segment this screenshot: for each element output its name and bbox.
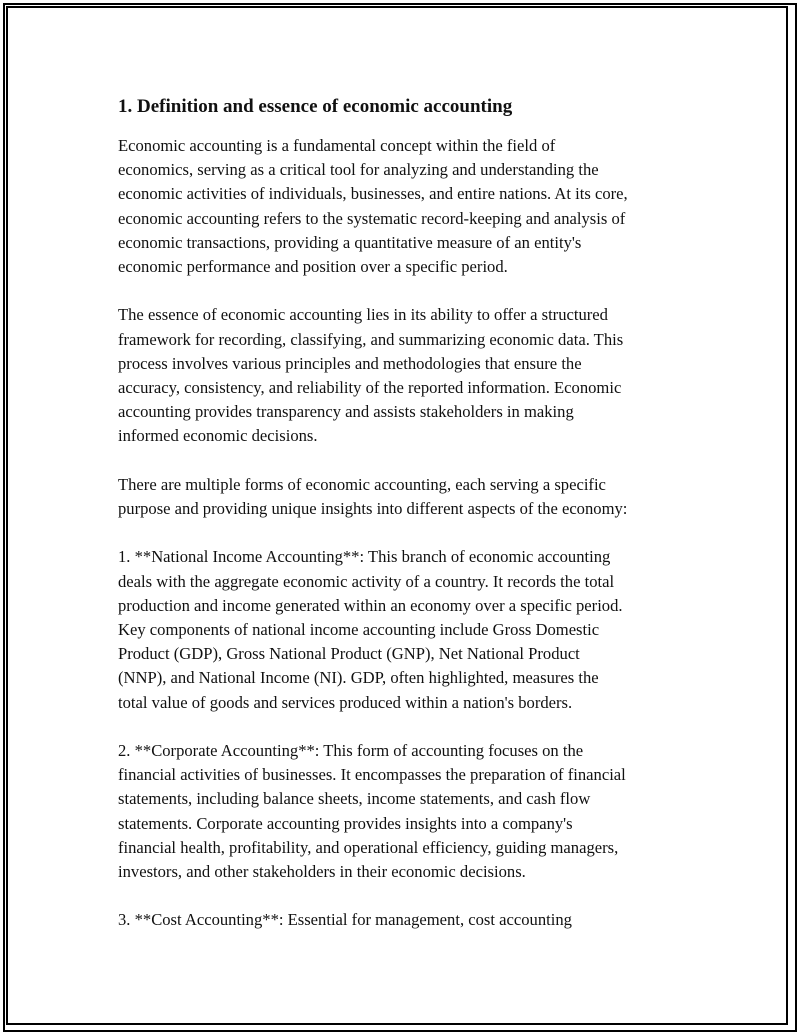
text-line: (NNP), and National Income (NI). GDP, often highlighted, measures the: [118, 668, 599, 688]
text-line: Key components of national income accounting include Gross Domestic: [118, 620, 600, 640]
paragraph-cost: [118, 908, 688, 932]
paragraph-essence: [118, 303, 688, 448]
text-line: economic transactions, providing a quantitative measure of an entity's: [118, 232, 582, 252]
text-line: Economic accounting is a fundamental concept within the field of: [118, 136, 556, 155]
text-line: There are multiple forms of economic accounting, each serving a specific: [118, 474, 606, 494]
text-line: economic performance and position over a specific period.: [118, 257, 508, 277]
text-line: The essence of economic accounting lies in its ability to offer a structured: [118, 305, 608, 325]
text-line: Product (GDP), Gross National Product (GNP), Net National Product: [118, 644, 580, 664]
text-line: financial health, profitability, and operational efficiency, guiding managers,: [118, 837, 619, 857]
text-line: deals with the aggregate economic activity of a country. It records the total: [118, 571, 615, 591]
text-line: economic activities of individuals, businesses, and entire nations. At its core,: [118, 184, 628, 204]
text-line: total value of goods and services produced within a nation's borders.: [118, 692, 573, 712]
text-line: production and income generated within an economy over a specific period.: [118, 595, 623, 615]
text-line: accounting provides transparency and assists stakeholders in making: [118, 402, 574, 422]
text-line: statements. Corporate accounting provides insights into a company's: [118, 813, 573, 833]
text-line: statements, including balance sheets, income statements, and cash flow: [118, 789, 591, 809]
document-body: [118, 95, 688, 957]
paragraph-forms-intro: [118, 473, 688, 521]
section-heading: 1. Definition and essence of economic accounting: [118, 96, 513, 117]
paragraph-definition: [118, 134, 688, 279]
text-line: purpose and providing unique insights into different aspects of the economy:: [118, 499, 628, 519]
text-line: economics, serving as a critical tool for analyzing and understanding the: [118, 160, 599, 180]
paragraph-corporate: [118, 739, 688, 884]
text-line: 3. **Cost Accounting**: Essential for management, cost accounting: [118, 910, 572, 930]
text-line: 1. **National Income Accounting**: This branch of economic accounting: [118, 547, 611, 567]
text-line: 2. **Corporate Accounting**: This form of accounting focuses on the: [118, 741, 584, 761]
text-line: informed economic decisions.: [118, 426, 318, 446]
text-line: financial activities of businesses. It encompasses the preparation of financial: [118, 765, 626, 785]
text-line: economic accounting refers to the systematic record-keeping and analysis of: [118, 208, 626, 228]
text-line: investors, and other stakeholders in their economic decisions.: [118, 862, 526, 882]
text-line: accuracy, consistency, and reliability of the reported information. Economic: [118, 378, 622, 398]
text-line: process involves various principles and methodologies that ensure the: [118, 353, 582, 373]
paragraph-national-income: [118, 545, 688, 714]
text-line: framework for recording, classifying, and summarizing economic data. This: [118, 329, 624, 349]
